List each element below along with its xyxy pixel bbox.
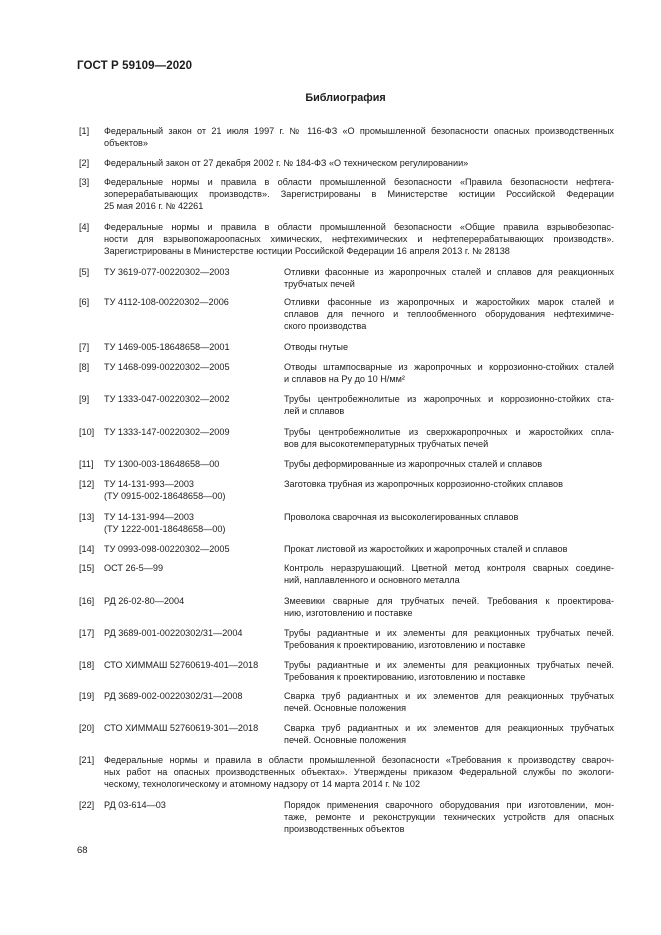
entry-text-line: ТУ 1333-047-00220302—2002 [104, 394, 230, 404]
entry-text-line: Сварка труб радиантных и их элементов для реакционных трубчатых [284, 723, 614, 733]
entry-reference-text [104, 125, 614, 149]
entry-text-line: Требования к проектированию, изготовлению и поставке [284, 672, 526, 683]
entry-text-line: Трубы радиантные и их элементы для реакционных трубчатых печей. [284, 628, 614, 638]
entry-text-line: ТУ 1469-005-18648658—2001 [104, 342, 230, 352]
entry-document-code [104, 627, 279, 639]
entry-text-line: Федеральный закон от 27 декабря 2002 г. № 184-ФЗ «О техническом регулировании» [104, 158, 469, 168]
entry-description [284, 266, 614, 290]
entry-text-line: ТУ 14-131-994—2003 [104, 512, 195, 522]
entry-document-code [104, 690, 279, 702]
entry-text-line: ТУ 1468-099-00220302—2005 [104, 362, 230, 372]
entry-text-line: печей. Основные положения [284, 735, 407, 746]
entry-number: [22] [79, 800, 95, 810]
entry-text-line: Зарегистрированы в Министерстве юстиции Российской Федерации 16 апреля 2013 г. № 28138 [104, 246, 510, 257]
entry-document-code [104, 659, 279, 671]
entry-document-code [104, 341, 279, 353]
entry-text-line: Змеевики сварные для трубчатых печей. Требования к проектирова- [284, 596, 614, 606]
entry-number: [14] [79, 544, 95, 554]
entry-text-line: 25 мая 2016 г. № 42261 [104, 201, 204, 212]
entry-document-code [104, 361, 279, 373]
entry-description [284, 458, 614, 470]
entry-document-code [104, 511, 279, 535]
entry-document-code [104, 799, 279, 811]
entry-reference-text [104, 176, 614, 213]
entry-number: [2] [79, 158, 90, 168]
entry-text-line: ТУ 0993-098-00220302—2005 [104, 544, 230, 554]
entry-text-line: ности для взрывопожароопасных химических, нефтехимических и нефтеперерабатывающих производств». [104, 234, 614, 245]
entry-text-line: Отводы гнутые [284, 342, 349, 352]
entry-text-line: (ТУ 0915-002-18648658—00) [104, 491, 226, 502]
entry-description [284, 543, 614, 555]
entry-document-code [104, 426, 279, 438]
entry-document-code [104, 595, 279, 607]
entry-document-code [104, 722, 279, 734]
entry-description [284, 478, 614, 490]
entry-text-line: зоперерабатывающих производств». Зарегистрированы в Министерстве юстиции Российской Федерации [104, 189, 614, 200]
entry-document-code [104, 478, 279, 502]
entry-number: [9] [79, 394, 90, 404]
entry-text-line: объектов» [104, 138, 148, 149]
entry-number: [6] [79, 297, 90, 307]
entry-description [284, 511, 614, 523]
entry-text-line: Отливки фасонные из жаропрочных сталей и сплавов для реакционных [284, 267, 614, 277]
document-code: ГОСТ Р 59109—2020 [77, 60, 193, 72]
entry-number: [12] [79, 479, 95, 489]
entry-text-line: Трубы центробежнолитые из жаропрочных и коррозионно-стойких ста- [284, 394, 614, 404]
entry-text-line: Трубы деформированные из жаропрочных сталей и сплавов [284, 459, 543, 469]
entry-description [284, 393, 614, 417]
entry-text-line: Заготовка трубная из жаропрочных коррозионно-стойких сплавов [284, 479, 563, 489]
entry-text-line: ТУ 1333-147-00220302—2009 [104, 427, 230, 437]
entry-text-line: ТУ 1300-003-18648658—00 [104, 459, 220, 469]
entry-text-line: ТУ 4112-108-00220302—2006 [104, 297, 229, 307]
entry-document-code [104, 393, 279, 405]
entry-text-line: Проволока сварочная из высоколегированных сплавов [284, 512, 519, 522]
entry-text-line: Контроль неразрушающий. Цветной метод контроля сварных соедине- [284, 563, 614, 573]
entry-text-line: таже, ремонте и реконструкции технических устройств для опасных [284, 812, 614, 823]
entry-document-code [104, 562, 279, 574]
entry-text-line: Федеральный закон от 21 июля 1997 г. № 116-ФЗ «О промышленной безопасности опасных производственных [104, 126, 614, 136]
entry-text-line: производственных объектов [284, 824, 405, 835]
entry-number: [11] [79, 459, 94, 469]
entry-reference-text [104, 221, 614, 258]
entry-text-line: ний, наплавленного и основного металла [284, 575, 460, 586]
entry-description [284, 799, 614, 836]
entry-number: [17] [79, 628, 95, 638]
entry-text-line: РД 3689-002-00220302/31—2008 [104, 691, 243, 701]
entry-number: [19] [79, 691, 95, 701]
entry-description [284, 341, 614, 353]
entry-text-line: Отливки фасонные из жаропрочных и жаростойких марок сталей и [284, 297, 614, 307]
entry-text-line: Трубы радиантные и их элементы для реакционных трубчатых печей. [284, 660, 614, 670]
entry-text-line: СТО ХИММАШ 52760619-401—2018 [104, 660, 259, 670]
entry-number: [21] [79, 755, 95, 765]
entry-text-line: РД 3689-001-00220302/31—2004 [104, 628, 243, 638]
entry-text-line: Порядок применения сварочного оборудования при изготовлении, мон- [284, 800, 614, 810]
entry-reference-text [104, 157, 614, 169]
entry-text-line: нию, изготовлению и поставке [284, 608, 413, 619]
entry-number: [3] [79, 177, 90, 187]
entry-number: [5] [79, 267, 90, 277]
entry-text-line: Федеральные нормы и правила в области промышленной безопасности «Общие правила взрывобезопас- [104, 222, 614, 232]
entry-text-line: Сварка труб радиантных и их элементов для реакционных трубчатых [284, 691, 614, 701]
entry-description [284, 659, 614, 683]
page-number: 68 [77, 845, 88, 856]
entry-description [284, 627, 614, 651]
entry-reference-text [104, 754, 614, 791]
entry-number: [1] [79, 126, 90, 136]
entry-document-code [104, 266, 279, 278]
entry-number: [16] [79, 596, 95, 606]
entry-text-line: Прокат листовой из жаростойких и жаропрочных сталей и сплавов [284, 544, 568, 554]
entry-document-code [104, 543, 279, 555]
entry-description [284, 296, 614, 333]
entry-number: [20] [79, 723, 95, 733]
entry-text-line: СТО ХИММАШ 52760619-301—2018 [104, 723, 259, 733]
entry-number: [13] [79, 512, 95, 522]
entry-text-line: ТУ 14-131-993—2003 [104, 479, 195, 489]
entry-text-line: сплавов для печного и теплообменного оборудования нефтехимиче- [284, 309, 614, 320]
entry-text-line: РД 26-02-80—2004 [104, 596, 185, 606]
entry-number: [10] [79, 427, 95, 437]
entry-text-line: РД 03-614—03 [104, 800, 166, 810]
entry-text-line: ского производства [284, 321, 367, 332]
entry-description [284, 361, 614, 385]
entry-document-code [104, 458, 279, 470]
entry-text-line: ческому, технологическому и атомному надзору от 14 марта 2014 г. № 102 [104, 779, 421, 790]
section-title: Библиография [305, 92, 386, 104]
entry-description [284, 562, 614, 586]
entry-description [284, 595, 614, 619]
entry-text-line: и сплавов на Pу до 10 Н/мм² [284, 374, 405, 385]
entry-text-line: вов для высокотемпературных трубчатых печей [284, 439, 489, 450]
entry-number: [7] [79, 342, 90, 352]
entry-text-line: ОСТ 26-5—99 [104, 563, 164, 573]
entry-number: [8] [79, 362, 90, 372]
entry-text-line: лей и сплавов [284, 406, 345, 417]
entry-text-line: трубчатых печей [284, 279, 355, 290]
entry-text-line: Трубы центробежнолитые из сверхжаропрочных и жаростойких спла- [284, 427, 614, 437]
entry-text-line: Отводы штампосварные из жаропрочных и коррозионно-стойких сталей [284, 362, 614, 372]
entry-number: [4] [79, 222, 90, 232]
entry-text-line: Федеральные нормы и правила в области промышленной безопасности «Требования к производству свароч- [104, 755, 614, 765]
entry-text-line: ТУ 3619-077-00220302—2003 [104, 267, 230, 277]
entry-number: [15] [79, 563, 95, 573]
entry-number: [18] [79, 660, 95, 670]
entry-description [284, 690, 614, 714]
entry-description [284, 426, 614, 450]
entry-text-line: (ТУ 1222-001-18648658—00) [104, 524, 226, 535]
entry-text-line: ных работ на опасных производственных объектах». Утверждены приказом Федеральной службы по экологи- [104, 767, 614, 778]
entry-text-line: печей. Основные положения [284, 703, 407, 714]
entry-text-line: Федеральные нормы и правила в области промышленной безопасности «Правила безопасности нефтега- [104, 177, 614, 187]
entry-description [284, 722, 614, 746]
entry-text-line: Требования к проектированию, изготовлению и поставке [284, 640, 526, 651]
entry-document-code [104, 296, 279, 308]
